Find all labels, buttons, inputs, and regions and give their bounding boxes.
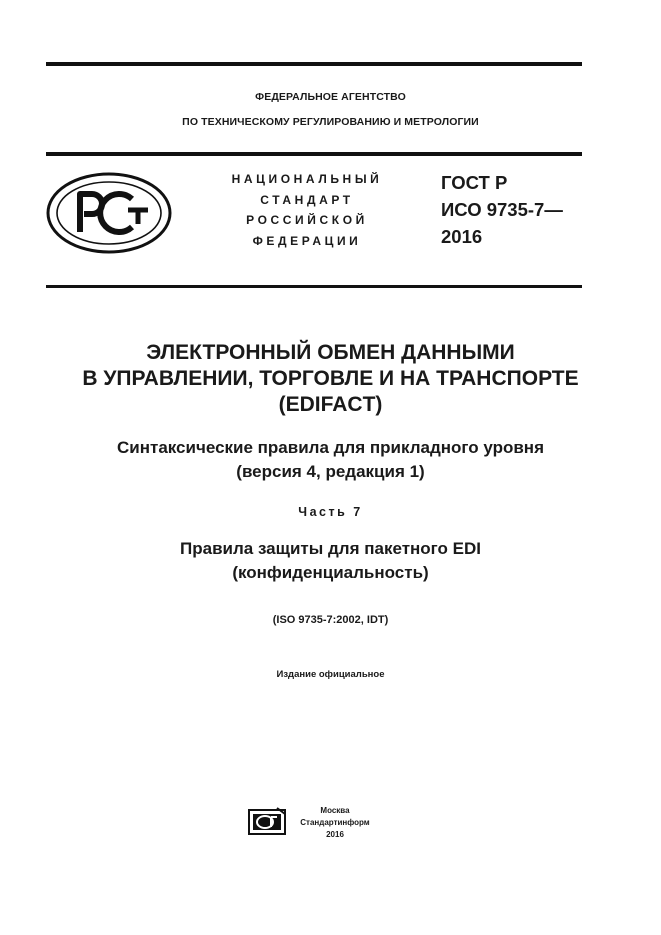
title-line-3: (EDIFACT) (278, 393, 383, 416)
rst-emblem-icon (46, 172, 172, 254)
standard-line-3: РОССИЙСКОЙ (246, 213, 368, 227)
designation-rule (46, 285, 582, 288)
subtitle-line-2: (версия 4, редакция 1) (236, 462, 425, 481)
edition-note: Издание официальное (276, 669, 385, 680)
publisher-year: 2016 (326, 830, 344, 839)
designation-line-1: ГОСТ Р (441, 172, 508, 193)
subtitle-line-1: Синтаксические правила для прикладного уровня (117, 438, 544, 457)
title-line-1: ЭЛЕКТРОННЫЙ ОБМЕН ДАННЫМИ (146, 341, 515, 364)
designation-line-2: ИСО 9735-7— (441, 199, 563, 220)
agency-line-2: ПО ТЕХНИЧЕСКОМУ РЕГУЛИРОВАНИЮ И МЕТРОЛОГИИ (182, 116, 479, 128)
standard-line-4: ФЕДЕРАЦИИ (252, 234, 362, 248)
part-title-line-1: Правила защиты для пакетного EDI (180, 539, 481, 558)
part-label: Часть 7 (298, 505, 363, 519)
agency-line-1: ФЕДЕРАЛЬНОЕ АГЕНТСТВО (255, 91, 406, 103)
title-line-2: В УПРАВЛЕНИИ, ТОРГОВЛЕ И НА ТРАНСПОРТЕ (82, 367, 579, 390)
publisher-name: Стандартинформ (300, 818, 370, 827)
standard-line-1: НАЦИОНАЛЬНЫЙ (231, 172, 383, 186)
top-rule (46, 62, 582, 66)
part-title-line-2: (конфиденциальность) (232, 563, 429, 582)
publisher-city: Москва (320, 806, 350, 815)
standard-line-2: СТАНДАРТ (260, 193, 354, 207)
designation-line-3: 2016 (441, 226, 483, 247)
standartinform-logo-icon (247, 806, 287, 836)
iso-reference: (ISO 9735-7:2002, IDT) (272, 614, 389, 626)
header-rule (46, 152, 582, 156)
